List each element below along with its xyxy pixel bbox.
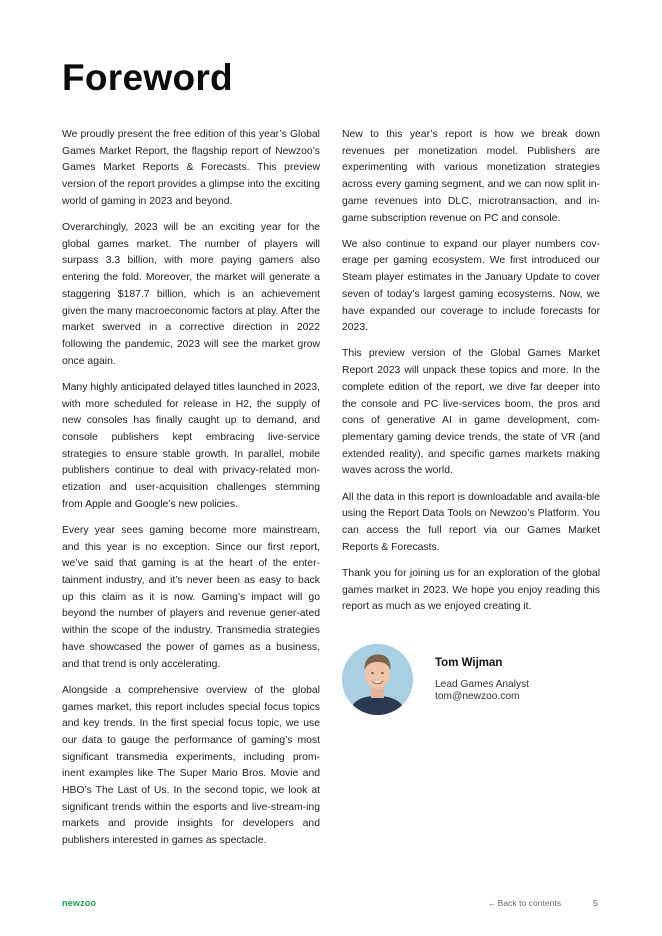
- paragraph: Every year sees gaming become more mainstream, and this year is no exception. Since our first report, we’ve said that gaming is at the heart of the enter-tainment industry, and it’s never been as easy to back up this claim as it is now. Gaming’s impact will go beyond the number of players and revenue gener-ated within the scope of the industry. Transmedia strategies have showcased the power of games as a business, and that trend is only accelerating.: [62, 524, 320, 670]
- paragraph: All the data in this report is downloadable and availa-ble using the Report Data Tools on Newzoo’s Platform. You can access the full report via our Games Market Reports & Forecasts.: [342, 491, 600, 553]
- left-column: [62, 127, 320, 859]
- paragraph: New to this year’s report is how we break down revenues per monetization model. Publishers are experimenting with various monetization strategies across every gaming segment, and we can now split in-game revenues into DLC, microtransaction, and in-game subscription revenue on PC and console.: [342, 129, 600, 224]
- author-email[interactable]: tom@newzoo.com: [435, 691, 520, 702]
- author-role: Lead Games Analyst: [435, 679, 530, 690]
- author-photo-icon: [342, 644, 413, 715]
- paragraph: Many highly anticipated delayed titles launched in 2023, with more scheduled for release in H2, the supply of new consoles has finally caught up to demand, and console publishers kept embracing live-service strategies to ensure stable growth. In parallel, mobile publishers continue to deal with privacy-related mon-etization and user-acquisition challenges stemming from Apple and Google’s new policies.: [62, 381, 320, 510]
- paragraph: Alongside a comprehensive overview of the global games market, this report includes special focus topics and key trends. In the first special focus topic, we use our data to gauge the performance of gaming’s most significant transmedia experiments, including prom-inent examples like The Super Mario Bros. Movie and HBO’s The Last of Us. In the second topic, we look at significant trends within the esports and live-stream-ing markets and provide insights for developers and publishers interested in games as spectacle.: [62, 684, 320, 847]
- right-column: [342, 127, 600, 625]
- page-number: 5: [593, 898, 598, 908]
- arrow-left-icon: ←: [488, 898, 497, 908]
- back-to-contents-link[interactable]: [488, 898, 561, 908]
- back-to-contents-label: Back to contents: [497, 898, 562, 908]
- newzoo-logo: newzoo: [62, 898, 97, 908]
- author-name: Tom Wijman: [435, 657, 503, 669]
- avatar: [342, 644, 413, 715]
- paragraph: Overarchingly, 2023 will be an exciting year for the global games market. The number of players will surpass 3.3 billion, with more paying gamers also entering the fold. Moreover, the market will generate a staggering $187.7 billion, which is an achievement given the many macroeconomic factors at play. After the market swerved in a corrective direction in 2022 following the pandemic, 2023 will see the market grow once again.: [62, 222, 320, 367]
- paragraph: We proudly present the free edition of this year’s Global Games Market Report, the flagship report of Newzoo’s Games Market Reports & Forecasts. This preview version of the report provides a glimpse into the exciting world of gaming in 2023 and beyond.: [62, 129, 320, 207]
- page-title: Foreword: [62, 57, 233, 98]
- paragraph: Thank you for joining us for an exploration of the global games market in 2023. We hope you enjoy reading this report as much as we enjoyed creating it.: [342, 567, 600, 613]
- paragraph: This preview version of the Global Games Market Report 2023 will unpack these topics and more. In the complete edition of the report, we dive far deeper into the console and PC live-services boom, the pros and cons of generative AI in game development, com-plementary gaming device trends, the state of VR (and extended reality), and specific games markets making waves across the world.: [342, 348, 600, 477]
- author-card: [342, 644, 602, 716]
- paragraph: We also continue to expand our player numbers cov-erage per gaming ecosystem. We first introduced our Steam player estimates in the January Update to cover seven of today’s largest gaming ecosystems. Now, we have expanded our coverage to include forecasts for 2023.: [342, 238, 600, 334]
